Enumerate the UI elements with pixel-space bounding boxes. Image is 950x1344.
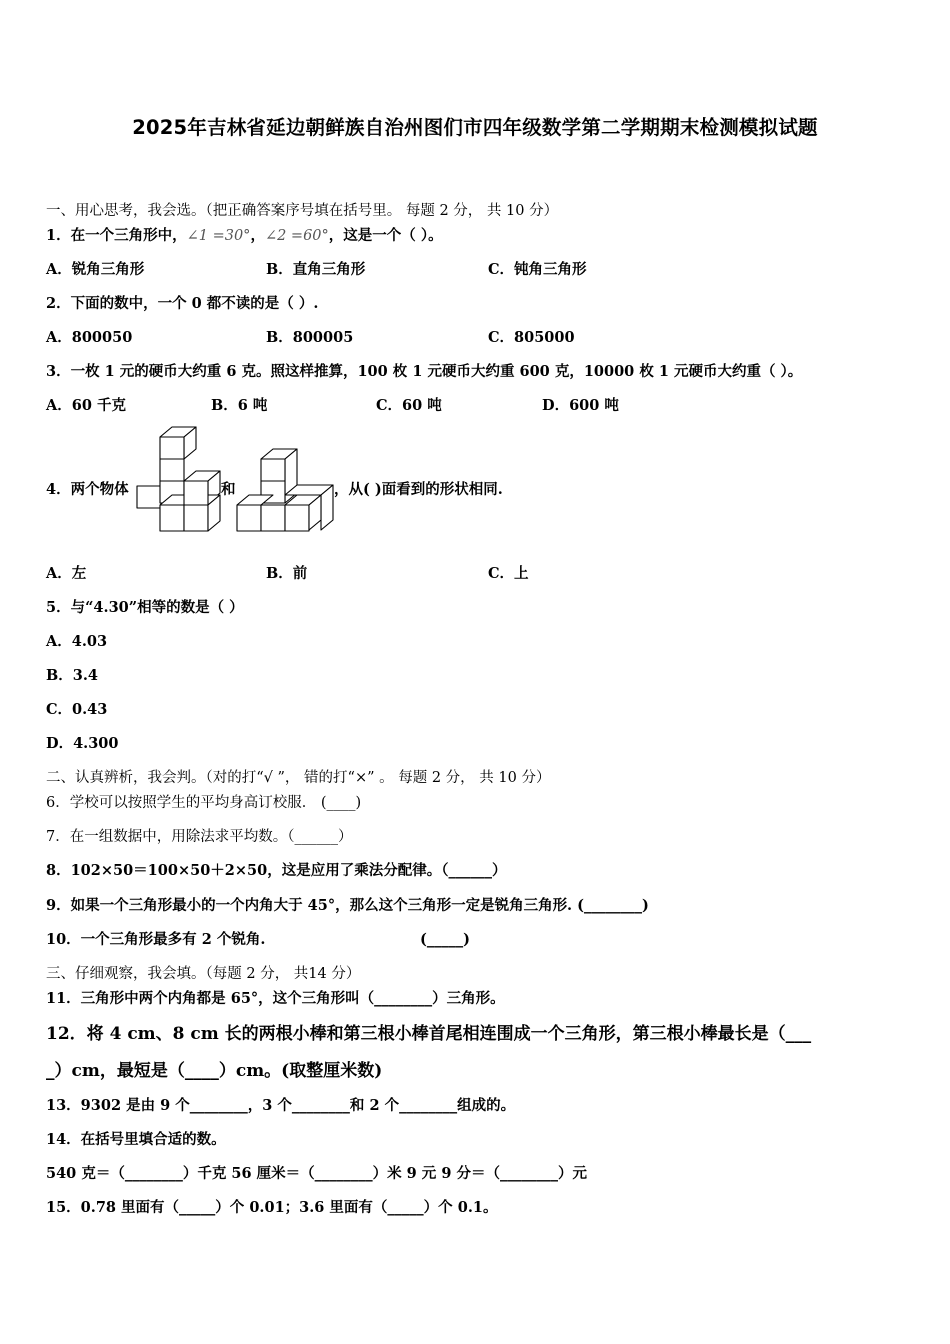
- question-3-option-a[interactable]: A．60 千克: [46, 397, 126, 414]
- question-3-option-c[interactable]: C．60 吨: [376, 397, 442, 414]
- question-4-text-a: 4．两个物体: [46, 481, 129, 498]
- question-9: 9．如果一个三角形最小的一个内角大于 45°，那么这个三角形一定是锐角三角形. (________): [46, 897, 649, 914]
- section-2-heading: 二、认真辨析，我会判。（对的打“√ ”， 错的打“×” 。 每题 2 分， 共 10 分）: [46, 770, 551, 786]
- question-3-option-d[interactable]: D．600 吨: [542, 397, 619, 414]
- question-5-option-c[interactable]: C．0.43: [46, 701, 108, 718]
- question-5-option-d[interactable]: D．4.300: [46, 735, 119, 752]
- question-1-option-a[interactable]: A．锐角三角形: [46, 261, 145, 278]
- cube-figure-1: [136, 425, 222, 535]
- question-2-option-a[interactable]: A．800050: [46, 329, 133, 346]
- question-1-text-a: 1．在一个三角形中，: [46, 227, 187, 244]
- question-2-option-b[interactable]: B．800005: [266, 329, 354, 346]
- question-5-option-a[interactable]: A．4.03: [46, 633, 108, 650]
- question-1: [46, 227, 443, 245]
- section-1-heading: 一、用心思考，我会选。（把正确答案序号填在括号里。 每题 2 分， 共 10 分）: [46, 203, 559, 219]
- question-2: 2．下面的数中，一个 0 都不读的是（ ）.: [46, 295, 319, 312]
- question-6: 6．学校可以按照学生的平均身高订校服． (____): [46, 795, 362, 811]
- question-12-line-1: 12．将 4 cm、8 cm 长的两根小棒和第三根小棒首尾相连围成一个三角形，第三根小棒最长是（___: [46, 1024, 812, 1044]
- question-10: 10．一个三角形最多有 2 个锐角.: [46, 931, 266, 948]
- question-5-option-b[interactable]: B．3.4: [46, 667, 98, 684]
- question-8: 8．102×50＝100×50＋2×50，这是应用了乘法分配律。（______）: [46, 862, 507, 879]
- question-14-line-2: 540 克＝（________）千克 56 厘米＝（________）米 9 元 9 分＝（________）元: [46, 1165, 587, 1182]
- question-10-blank[interactable]: (_____): [420, 931, 470, 948]
- question-13: 13．9302 是由 9 个________，3 个________和 2 个________组成的。: [46, 1097, 516, 1114]
- question-11: 11．三角形中两个内角都是 65°，这个三角形叫（________）三角形。: [46, 990, 505, 1007]
- question-1-text-b: ，这是一个（ ）。: [328, 227, 443, 244]
- question-4-option-a[interactable]: A．左: [46, 565, 87, 582]
- question-4-text-mid: 和: [221, 481, 236, 498]
- question-14: 14．在括号里填合适的数。: [46, 1131, 226, 1148]
- question-4-text-b: ，从( )面看到的形状相同.: [334, 481, 503, 498]
- question-15: 15．0.78 里面有（_____）个 0.01；3.6 里面有（_____）个 0.1。: [46, 1199, 498, 1216]
- question-1-option-c[interactable]: C．钝角三角形: [488, 261, 587, 278]
- question-2-option-c[interactable]: C．805000: [488, 329, 575, 346]
- question-1-option-b[interactable]: B．直角三角形: [266, 261, 366, 278]
- question-1-sep: ，: [250, 227, 265, 244]
- question-5: 5．与“4.30”相等的数是（ ）: [46, 599, 244, 616]
- question-12-line-2: _）cm，最短是（____）cm。(取整厘米数): [46, 1061, 383, 1081]
- question-4-option-c[interactable]: C．上: [488, 565, 529, 582]
- question-7: 7．在一组数据中，用除法求平均数。（______）: [46, 829, 353, 845]
- question-4-option-b[interactable]: B．前: [266, 565, 308, 582]
- question-3-option-b[interactable]: B．6 吨: [211, 397, 268, 414]
- question-3: 3．一枚 1 元的硬币大约重 6 克。照这样推算，100 枚 1 元硬币大约重 600 克，10000 枚 1 元硬币大约重（ ）。: [46, 363, 803, 380]
- question-1-angle-2: ∠2 =60°: [264, 228, 329, 244]
- page-title: 2025年吉林省延边朝鲜族自治州图们市四年级数学第二学期期末检测模拟试题: [132, 116, 818, 139]
- question-1-angle-1: ∠1 =30°: [186, 228, 251, 244]
- cube-figure-2: [235, 448, 335, 534]
- section-3-heading: 三、仔细观察，我会填。（每题 2 分， 共14 分）: [46, 966, 361, 982]
